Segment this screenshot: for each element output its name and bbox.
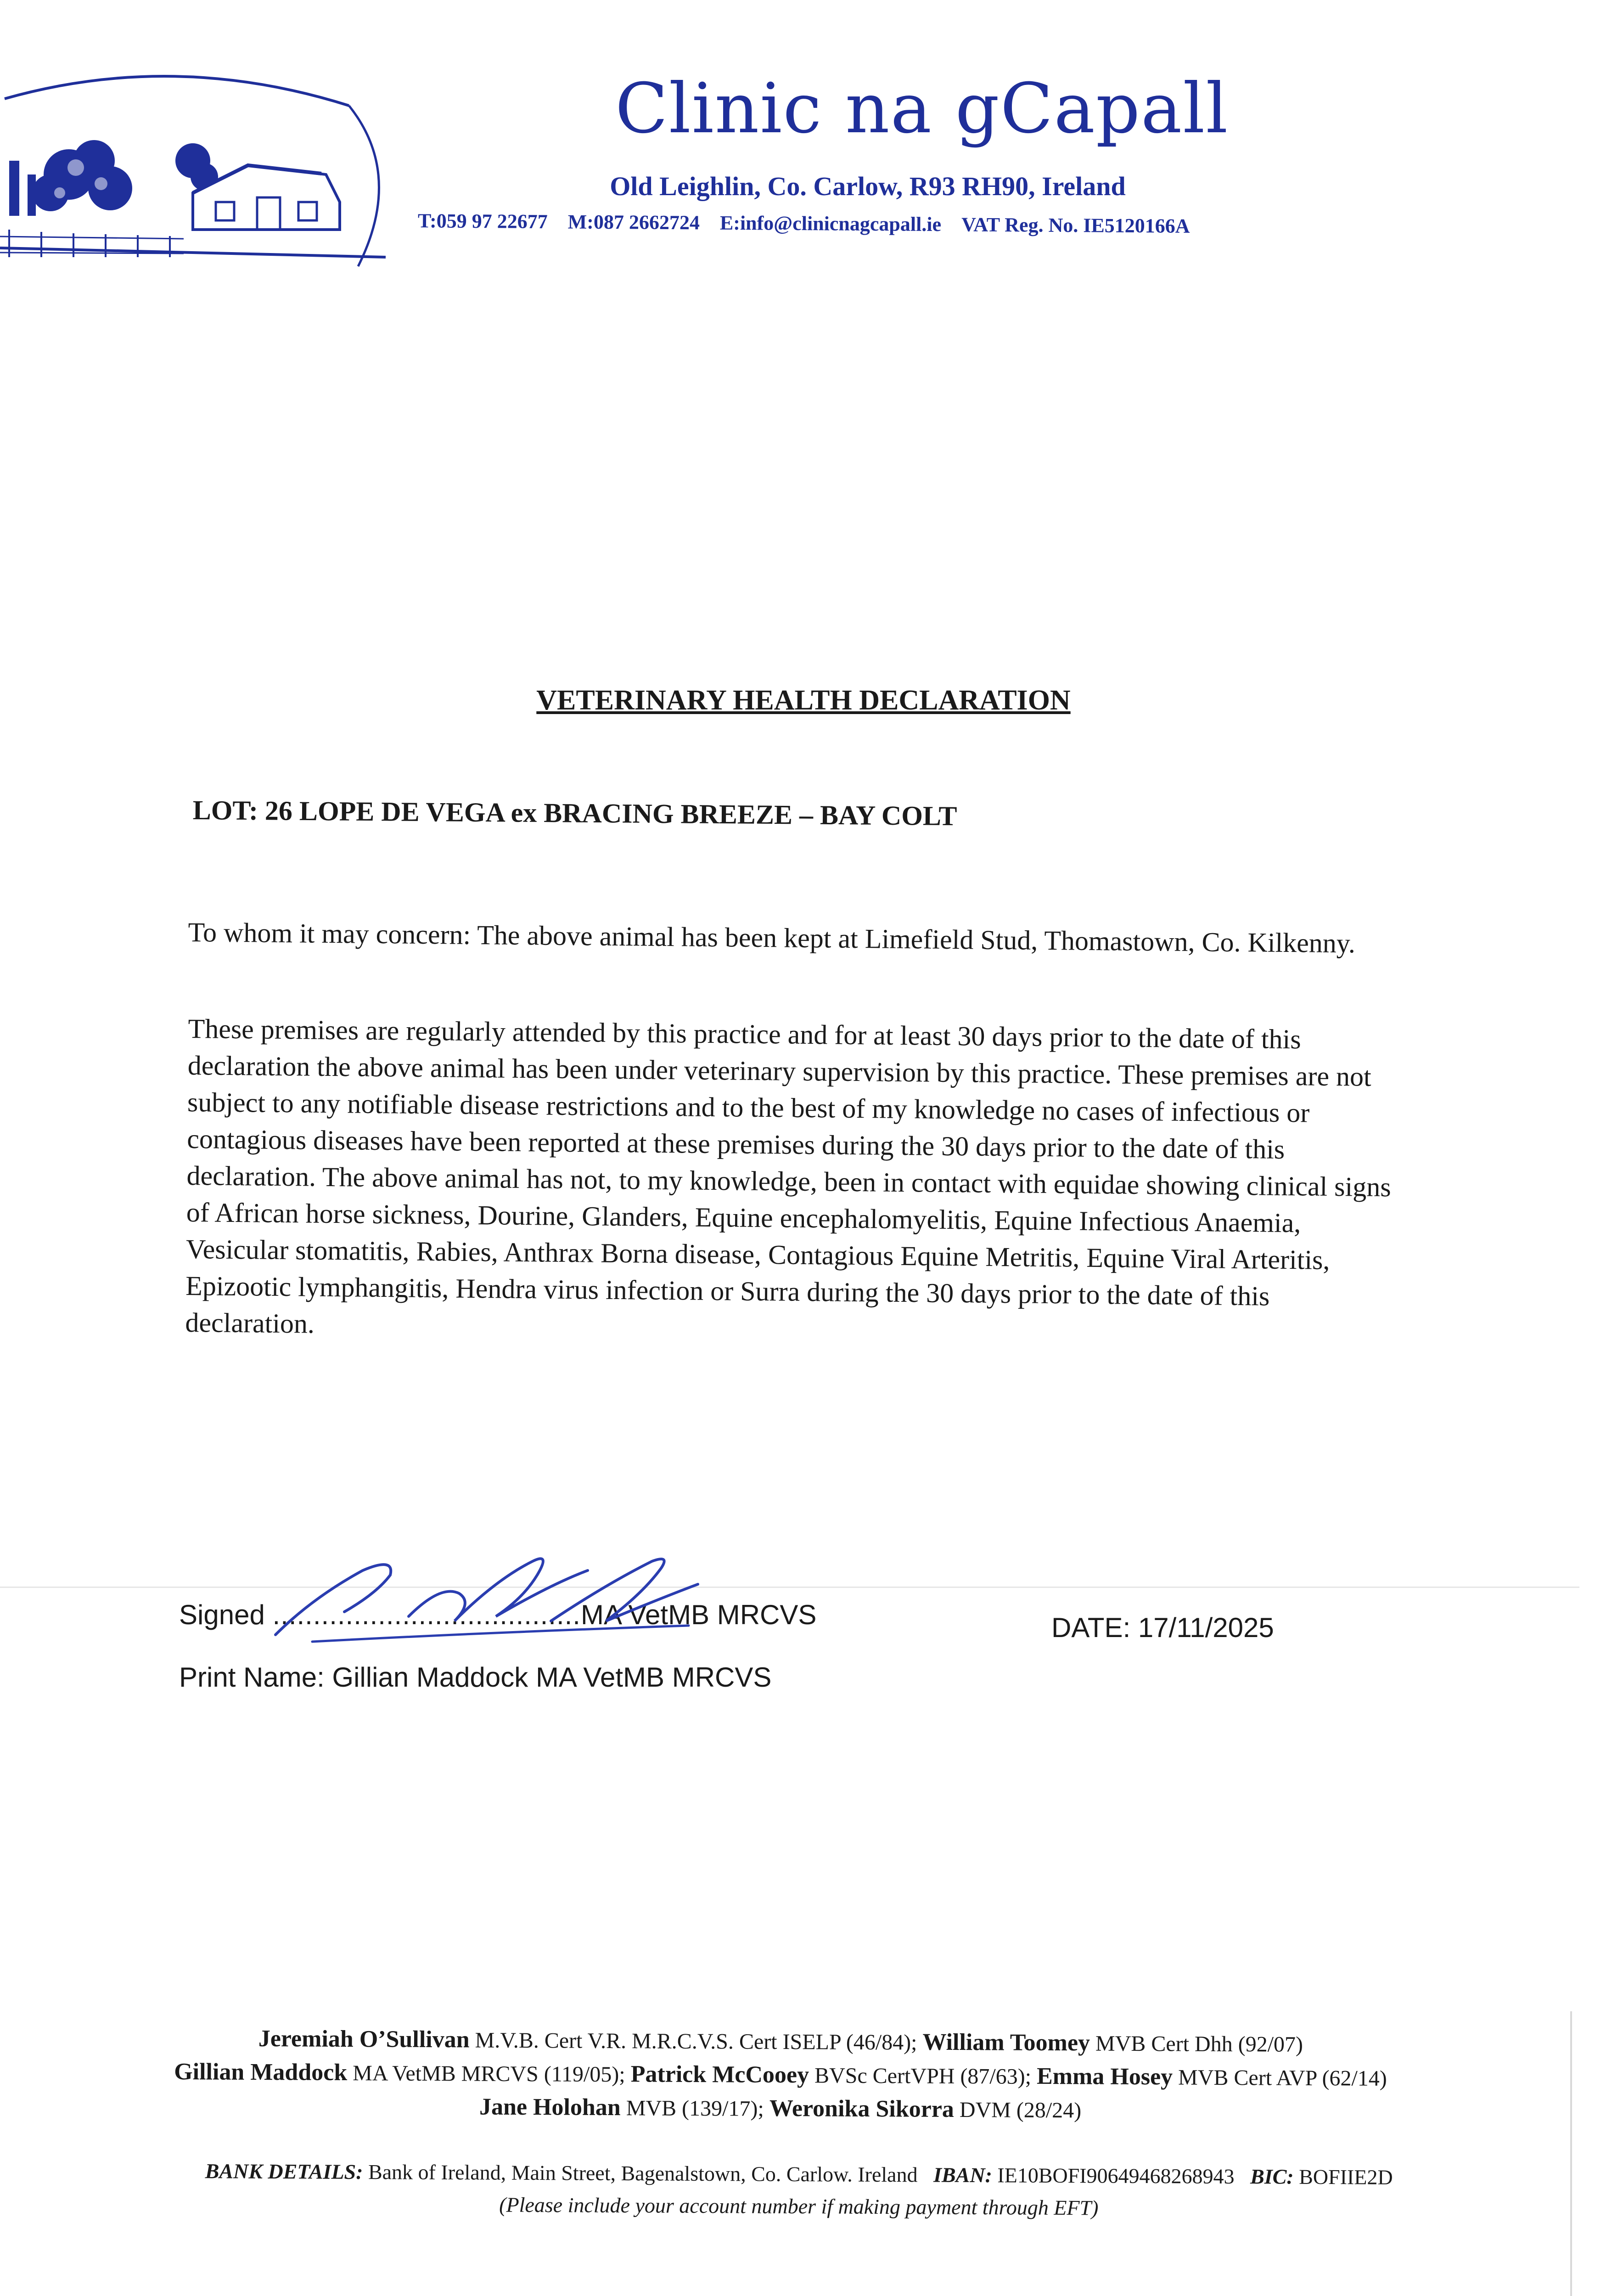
declaration-date: DATE: 17/11/2025 — [1051, 1612, 1274, 1643]
vet-credentials: BVSc CertVPH (87/63); — [814, 2063, 1032, 2089]
vet-credentials: M.V.B. Cert V.R. M.R.C.V.S. Cert ISELP (46/84); — [475, 2028, 917, 2055]
contact-line — [418, 209, 1318, 239]
vet-name: Weronika Sikorra — [769, 2095, 955, 2122]
iban-value: IE10BOFI90649468268943 — [997, 2163, 1235, 2188]
vet-name: Jeremiah O’Sullivan — [258, 2026, 470, 2053]
divider — [0, 1587, 1579, 1588]
scan-edge — [1570, 2011, 1572, 2296]
vet-name: Jane Holohan — [479, 2093, 621, 2121]
document-title: VETERINARY HEALTH DECLARATION — [536, 685, 1071, 716]
bank-label: BANK DETAILS: — [205, 2159, 363, 2184]
vet-name: William Toomey — [922, 2029, 1090, 2056]
phone-number: T:059 97 22677 — [417, 209, 548, 233]
clinic-name: Clinic na gCapall — [615, 69, 1229, 149]
clinic-address: Old Leighlin, Co. Carlow, R93 RH90, Ireland — [610, 171, 1126, 201]
bank-value: Bank of Ireland, Main Street, Bagenalstown, Co. Carlow. Ireland — [368, 2160, 918, 2187]
signer-qualifications: MA VetMB MRCVS — [580, 1599, 817, 1630]
payment-note: (Please include your account number if making payment through EFT) — [499, 2193, 1099, 2220]
vet-name: Gillian Maddock — [174, 2059, 348, 2086]
vet-name: Emma Hosey — [1036, 2063, 1173, 2090]
mobile-number: M:087 2662724 — [567, 210, 700, 234]
vet-credentials: DVM (28/24) — [959, 2098, 1082, 2123]
declaration-intro: To whom it may concern: The above animal has been kept at Limefield Stud, Thomastown, Co. Kilkenny. — [188, 917, 1356, 959]
handwritten-signature — [257, 1543, 753, 1649]
email-address: E:info@clinicnagcapall.ie — [719, 211, 942, 236]
vet-credentials: MVB (139/17); — [626, 2096, 764, 2121]
clinic-logo-illustration — [0, 55, 395, 276]
print-name: Print Name: Gillian Maddock MA VetMB MRCVS — [179, 1662, 772, 1693]
declaration-body: These premises are regularly attended by this practice and for at least 30 days prior to the date of this declaration the above animal has been under veterinary supervision by this practice. These premises are not subject to any notifiable disease restrictions and to the best of my knowledge no cases of infectious or contagious diseases have been reported at these premises during the 30 days prior to the date of this declaration. The above animal has not, to my knowledge, been in contact with equidae showing clinical signs of African horse sickness, Dourine, Glanders, Equine encephalomyelitis, Equine Infectious Anaemia, Vesicular stomatitis, Rabies, Anthrax Borna disease, Contagious Equine Metritis, Equine Viral Arteritis, Epizootic lymphangitis, Hendra virus infection or Surra during the 30 days prior to the date of this declaration. — [185, 1013, 1391, 1339]
bank-details — [106, 2155, 1493, 2226]
iban-label: IBAN: — [933, 2163, 993, 2187]
bic-value: BOFIIE2D — [1299, 2165, 1393, 2189]
signed-label: Signed — [179, 1599, 265, 1630]
lot-description: LOT: 26 LOPE DE VEGA ex BRACING BREEZE – BAY COLT — [192, 795, 957, 832]
veterinarians-list — [91, 2021, 1469, 2129]
bic-label: BIC: — [1250, 2165, 1294, 2189]
vet-name: Patrick McCooey — [630, 2061, 809, 2088]
vet-credentials: MVB Cert Dhh (92/07) — [1095, 2031, 1303, 2057]
vet-credentials: MA VetMB MRCVS (119/05); — [353, 2061, 625, 2087]
vet-credentials: MVB Cert AVP (62/14) — [1178, 2065, 1387, 2091]
signature-dots: ...................................... — [272, 1599, 581, 1630]
vat-number: VAT Reg. No. IE5120166A — [961, 213, 1190, 237]
